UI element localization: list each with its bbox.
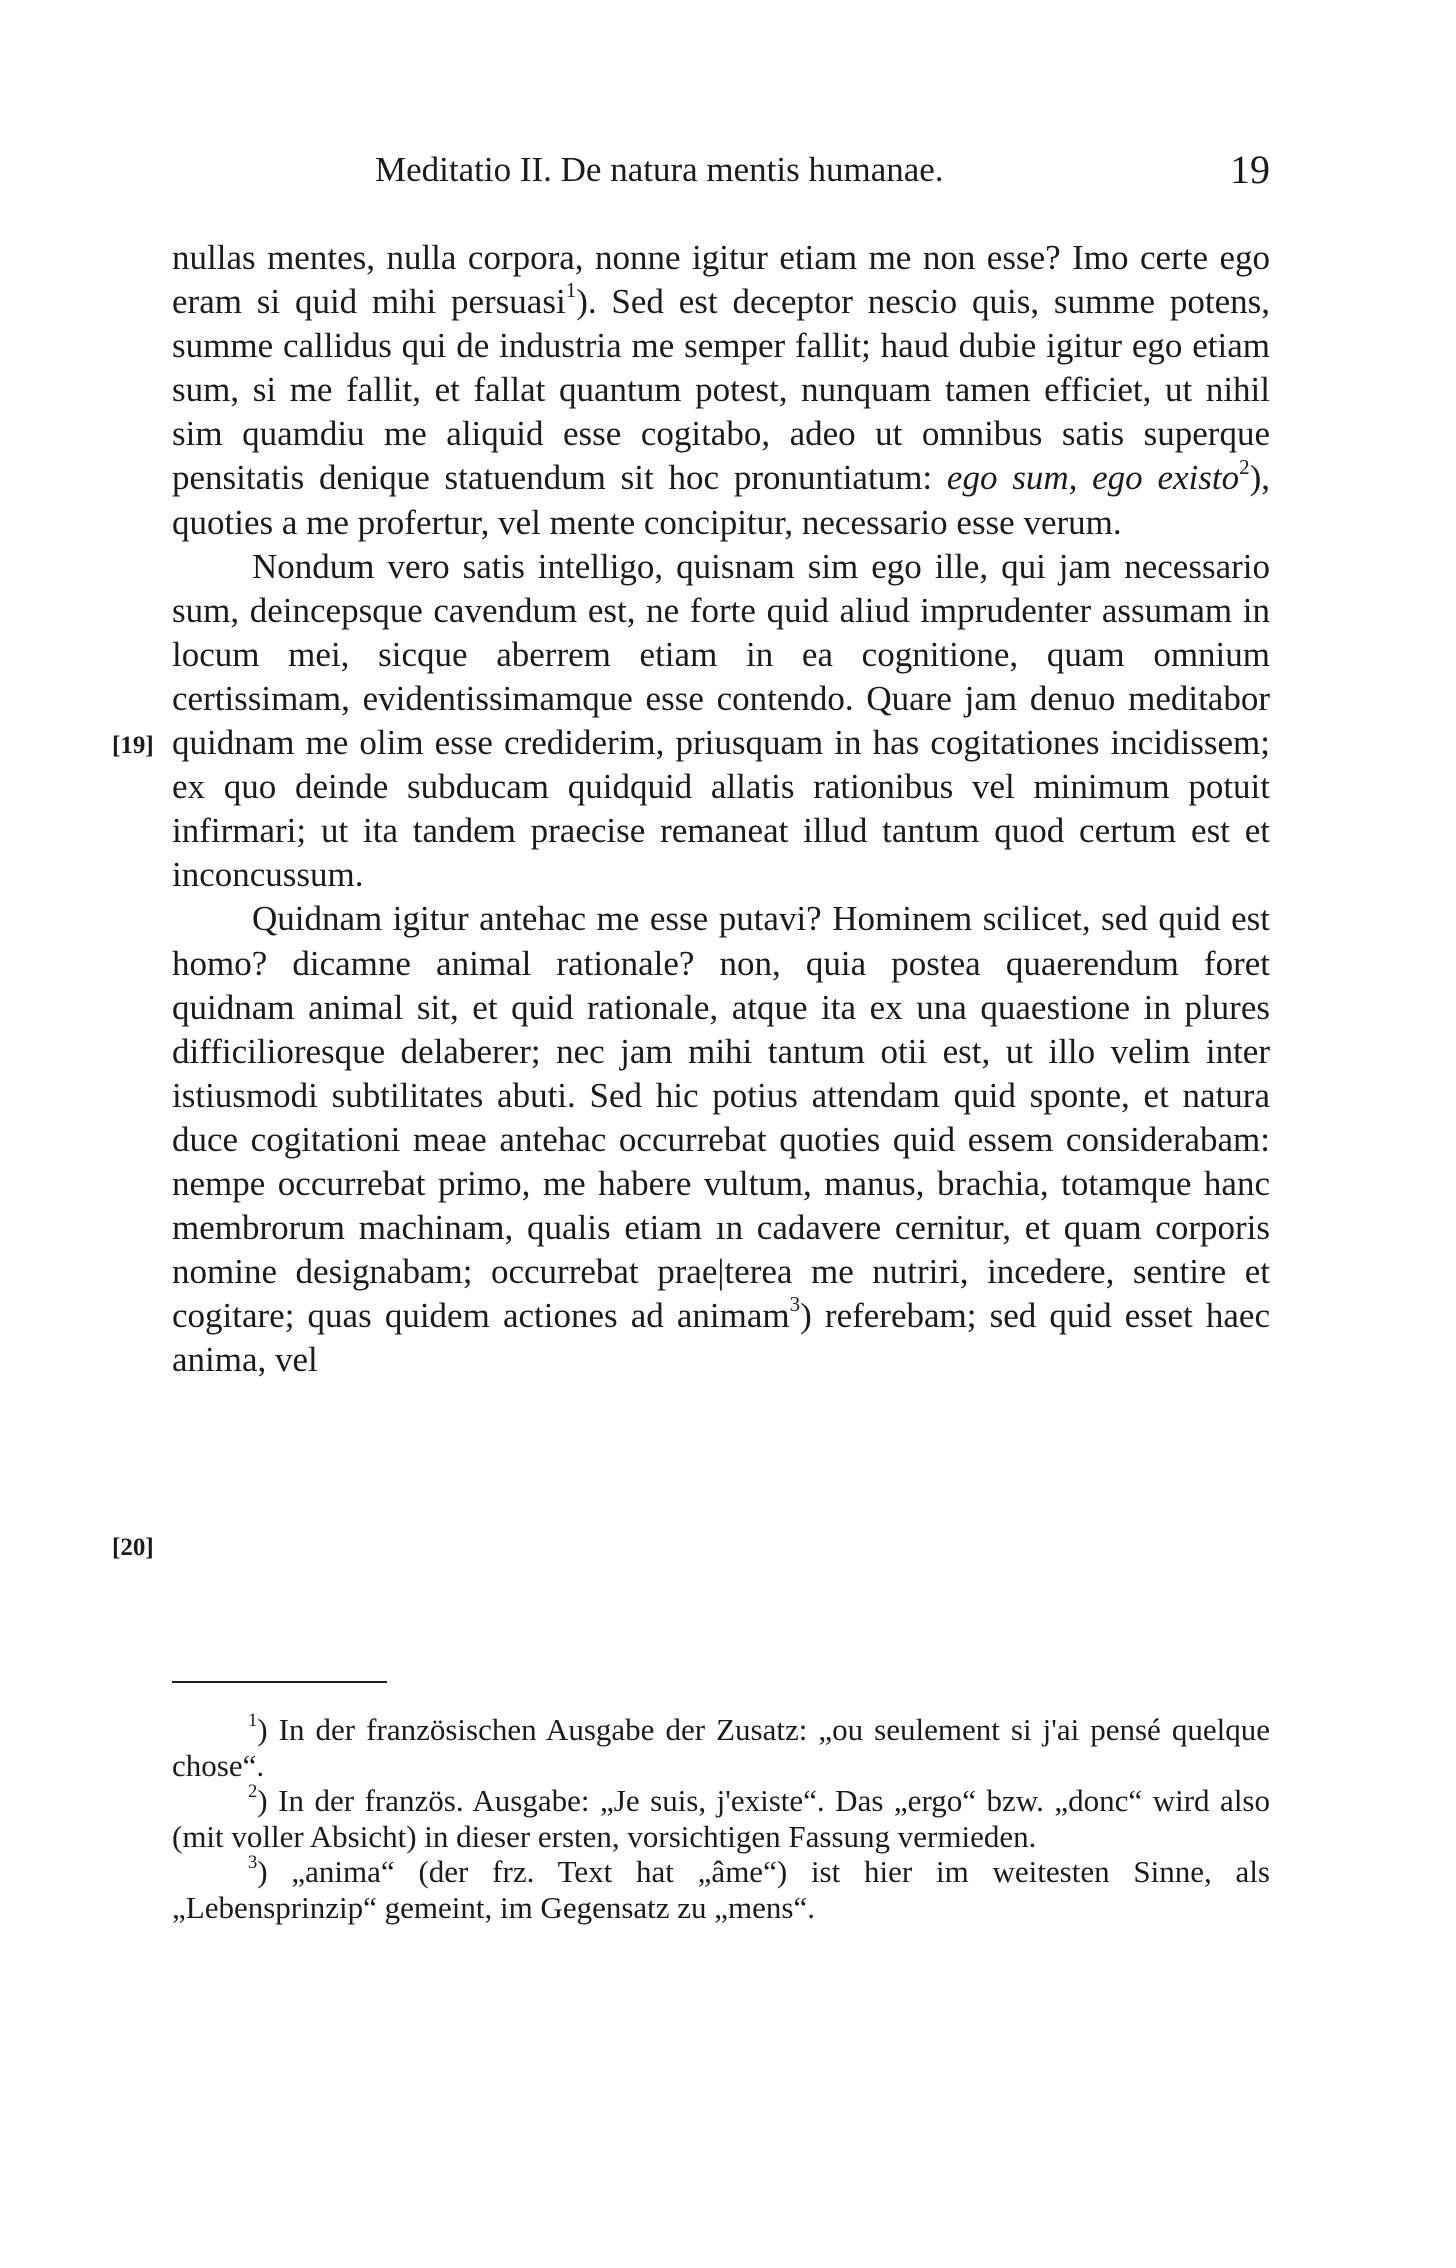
- paragraph-2: Nondum vero satis intelligo, quisnam sim ego ille, qui jam necessario sum, deincepsque cavendum est, ne forte quid aliud imprudenter assumam in locum mei, sicque aberrem etiam in ea cognitione, quam omnium certissimam, evidentissimamque esse contendo. Quare jam denuo meditabor quidnam me olim esse crediderim, priusquam in has cogitationes incidissem; ex quo deinde subducam quidquid allatis rationibus vel minimum potuit infirmari; ut ita tandem praecise remaneat illud tantum quod certum est et inconcussum.: [172, 546, 1270, 895]
- footnote-ref-2: 2: [1239, 454, 1250, 479]
- running-title: Meditatio II. De natura mentis humanae.: [375, 150, 944, 189]
- running-head: [170, 148, 1270, 192]
- footnote-3: $^3$) „anima“ (der frz. Text hat „âme“) ist hier im weitesten Sinne, als „Lebensprinzip“ gemeint, im Gegensatz zu „mens“.: [172, 1851, 1270, 1925]
- emphasized-phrase: ego sum, ego existo: [946, 458, 1240, 498]
- footnote-1: $^1$) In der französischen Ausgabe der Zusatz: „ou seulement si j'ai pensé quelque chose“.: [172, 1709, 1270, 1783]
- footnote-divider: [172, 1681, 387, 1683]
- footnotes: [172, 1709, 1270, 1925]
- margin-page-reference-20: [20]: [112, 1534, 154, 1561]
- footnote-2: $^2$) In der französ. Ausgabe: „Je suis, j'existe“. Das „ergo“ bzw. „donc“ wird also (mit voller Absicht) in dieser ersten, vorsichtigen Fassung vermieden.: [172, 1780, 1270, 1854]
- footnote-ref-1: 1: [565, 278, 577, 303]
- page-number: 19: [1230, 147, 1270, 192]
- footnote-ref-3: 3: [789, 1292, 801, 1317]
- main-text: [172, 236, 1270, 1382]
- paragraph-3: Quidnam igitur antehac me esse putavi? Hominem scilicet, sed quid est homo? dicamne animal rationale? non, quia postea quaerendum foret quidnam animal sit, et quid rationale, atque ita ex una quaestione in plures difficilioresque delaberer; nec jam mihi tantum otii est, ut illo velim inter istiusmodi subtilitates abuti. Sed hic potius attendam quid sponte, et natura duce cogitationi meae antehac occurrebat quoties quid essem considerabam: nempe occurrebat primo, me habere vultum, manus, brachia, totamque hanc membrorum machinam, qualis etiam ın cadavere cernitur, et quam corporis nomine designabam; occurrebat prae|terea me nutriri, incedere, sentire et cogitare; quas quidem actiones ad animam$^3$) referebam; sed quid esset haec anima, vel: [172, 899, 1270, 1380]
- margin-page-reference-19: [19]: [112, 732, 154, 759]
- paragraph-1: nullas mentes, nulla corpora, nonne igitur etiam me non esse? Imo certe ego eram si quid mihi persuasi$^1$). Sed est deceptor nescio quis, summe potens, summe callidus qui de industria me semper fallit; haud dubie igitur ego etiam sum, si me fallit, et fallat quantum potest, nunquam tamen efficiet, ut nihil sim quamdiu me aliquid esse cogitabo, adeo ut omnibus satis superque pensitatis denique statuendum sit hoc pronuntiatum: ego sum, ego existo$^2$), quoties a me profertur, vel mente concipitur, necessario esse verum.: [172, 238, 1270, 542]
